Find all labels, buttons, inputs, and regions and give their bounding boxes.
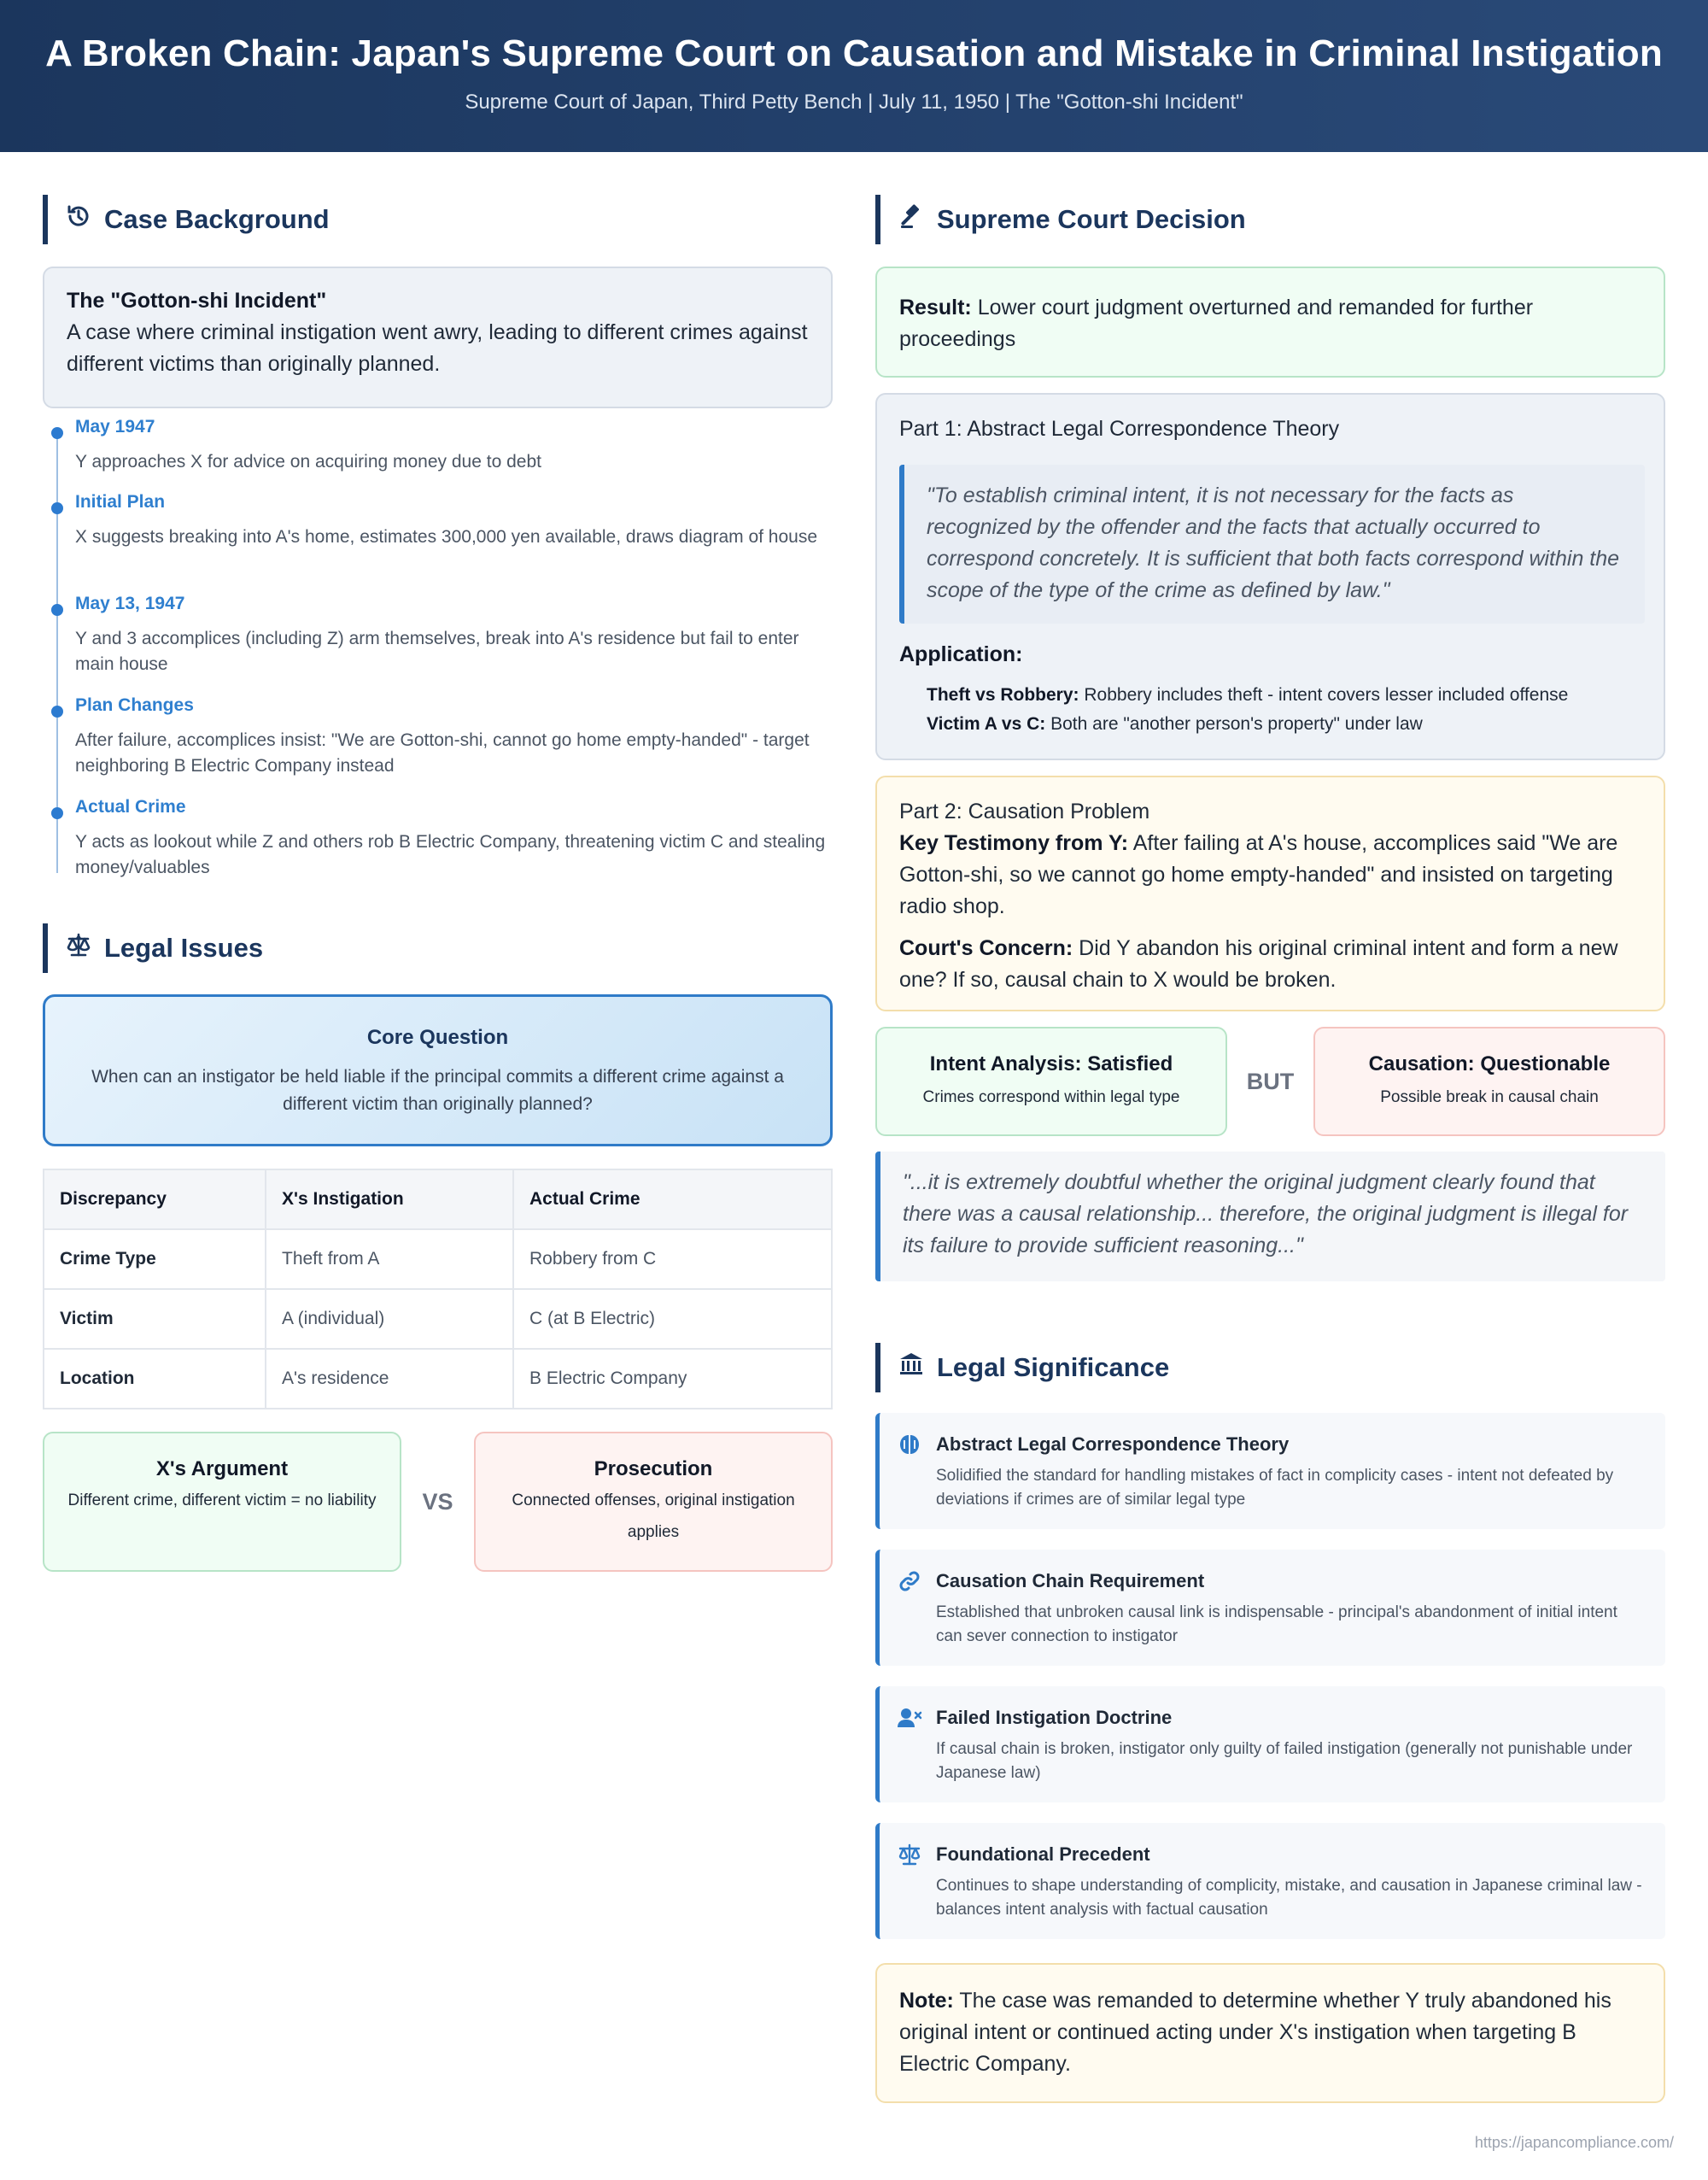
testimony [899,828,1641,923]
gavel-icon [898,202,925,237]
section-title: Legal Significance [937,1352,1170,1382]
user-x-icon [897,1705,922,1731]
history-icon [65,202,92,237]
significance-title: Foundational Precedent [936,1843,1150,1865]
table-cell: Crime Type [44,1229,266,1289]
table-header-row [44,1169,832,1229]
section-title: Case Background [104,204,330,234]
link-icon [897,1568,922,1594]
timeline-text: Y approaches X for advice on acquiring money due to debt [75,452,541,472]
significance-item [875,1550,1665,1666]
application-item [927,714,1423,735]
part2-title: Part 2: Causation Problem [899,800,1150,823]
note-label: Note: [899,1989,954,2013]
table-cell: Victim [44,1289,266,1349]
concern-text: Did Y abandon his original criminal intent and form a new one? If so, causal chain to X would be broken. [899,936,1618,992]
section-legal-issues [43,923,263,973]
part1-card [875,393,1665,760]
significance-title: Causation Chain Requirement [936,1570,1205,1591]
application-item-label: Victim A vs C: [927,714,1046,734]
significance-text: Continues to shape understanding of complicity, mistake, and causation in Japanese criminal law - balances intent analysis with factual causation [936,1877,1642,1919]
significance-item [875,1823,1665,1939]
incident-intro-card [43,267,833,408]
page-header [0,0,1708,152]
section-legal-significance [875,1343,1169,1392]
x-argument-card [43,1432,401,1572]
timeline-text: After failure, accomplices insist: "We are Gotton-shi, cannot go home empty-handed" - target neighboring B Electric Company instead [75,730,810,776]
core-question-card [43,994,833,1146]
scale-icon [65,931,92,965]
scale-icon [897,1842,922,1867]
page-subtitle: Supreme Court of Japan, Third Petty Bench | July 11, 1950 | The "Gotton-shi Incident" [465,91,1243,114]
application-label: Application: [899,642,1023,666]
section-title: Supreme Court Decision [937,204,1246,234]
part2-card [875,776,1665,1011]
part1-quote: "To establish criminal intent, it is not necessary for the facts as recognized by the offender and the facts that actually occurred to correspond concretely. It is sufficient that both facts correspond within the scope of the type of the crime as defined by law." [899,465,1645,624]
intent-title: Intent Analysis: Satisfied [929,1052,1173,1075]
causation-title: Causation: Questionable [1368,1052,1611,1075]
table-cell: Theft from A [266,1229,513,1289]
significance-title: Abstract Legal Correspondence Theory [936,1433,1290,1455]
timeline-date: Plan Changes [75,695,194,715]
page-title: A Broken Chain: Japan's Supreme Court on Causation and Mistake in Criminal Instigation [45,32,1663,74]
intent-text: Crimes correspond within legal type [922,1088,1180,1106]
significance-text: Established that unbroken causal link is indispensable - principal's abandonment of initial intent can sever connection to instigator [936,1603,1617,1645]
testimony-label: Key Testimony from Y: [899,831,1129,855]
table-cell: Robbery from C [513,1229,832,1289]
timeline-dot [51,604,63,616]
application-item [927,685,1568,706]
timeline-text: Y acts as lookout while Z and others rob B Electric Company, threatening victim C and stealing money/valuables [75,832,826,877]
prosecution-card [474,1432,833,1572]
vs-label: VS [422,1488,453,1515]
application-item-text: Both are "another person's property" under law [1050,714,1423,734]
timeline-text: X suggests breaking into A's home, estimates 300,000 yen available, draws diagram of house [75,527,818,547]
intro-text: A case where criminal instigation went awry, leading to different crimes against different victims than originally planned. [67,320,808,376]
timeline-date: Actual Crime [75,797,186,817]
causation-card [1313,1027,1665,1136]
timeline-date: Initial Plan [75,492,166,512]
table-header-cell: X's Instigation [266,1169,513,1229]
table-cell: A's residence [266,1349,513,1409]
table-cell: Location [44,1349,266,1409]
result-card [875,267,1665,378]
section-case-background [43,195,330,244]
concern-label: Court's Concern: [899,936,1073,960]
timeline-text: Y and 3 accomplices (including Z) arm themselves, break into A's residence but fail to enter main house [75,629,799,674]
prosecution-title: Prosecution [594,1457,713,1480]
x-argument-text: Different crime, different victim = no liability [67,1491,377,1509]
note-text: The case was remanded to determine whether Y truly abandoned his original intent or continued acting under X's instigation when targeting B Electric Company. [899,1989,1611,2076]
timeline-dot [51,807,63,819]
intent-analysis-card [875,1027,1227,1136]
significance-text: Solidified the standard for handling mistakes of fact in complicity cases - intent not defeated by deviations if crimes are of similar legal type [936,1467,1614,1509]
timeline-line [56,429,58,873]
landmark-icon [898,1351,925,1385]
significance-item [875,1413,1665,1529]
timeline-dot [51,502,63,514]
brain-icon [897,1432,922,1457]
result-text: Lower court judgment overturned and remanded for further proceedings [899,296,1534,351]
core-question-text: When can an instigator be held liable if the principal commits a different crime against a different victim than originally planned? [91,1067,784,1114]
application-item-text: Robbery includes theft - intent covers lesser included offense [1084,685,1569,705]
timeline-date: May 13, 1947 [75,594,185,613]
significance-item [875,1686,1665,1802]
causation-text: Possible break in causal chain [1380,1088,1599,1106]
section-title: Legal Issues [104,933,264,963]
table-row [44,1229,832,1289]
prosecution-text: Connected offenses, original instigation applies [512,1491,795,1541]
significance-title: Failed Instigation Doctrine [936,1707,1173,1728]
core-question-title: Core Question [366,1026,509,1049]
application-item-label: Theft vs Robbery: [927,685,1079,705]
timeline-date: May 1947 [75,417,155,437]
testimony-text: After failing at A's house, accomplices said "We are Gotton-shi, so we cannot go home empty-handed" and insisted on targeting radio shop. [899,831,1618,918]
note-card [875,1963,1665,2103]
timeline-dot [51,706,63,718]
table-cell: B Electric Company [513,1349,832,1409]
table-row [44,1349,832,1409]
table-header-cell: Actual Crime [513,1169,832,1229]
court-concern [899,933,1641,996]
but-label: BUT [1246,1068,1295,1094]
footer-url: https://japancompliance.com/ [1474,2134,1674,2151]
significance-text: If causal chain is broken, instigator only guilty of failed instigation (generally not punishable under Japanese law) [936,1740,1633,1782]
section-supreme-court-decision [875,195,1246,244]
discrepancy-table [43,1169,833,1409]
intro-title: The "Gotton-shi Incident" [67,289,327,313]
timeline-dot [51,427,63,439]
table-cell: A (individual) [266,1289,513,1349]
part1-title: Part 1: Abstract Legal Correspondence Theory [899,417,1340,441]
judgment-quote: "...it is extremely doubtful whether the original judgment clearly found that there was a causal relationship... therefore, the original judgment is illegal for its failure to provide sufficient reasoning..." [875,1152,1665,1281]
table-cell: C (at B Electric) [513,1289,832,1349]
table-header-cell: Discrepancy [44,1169,266,1229]
x-argument-title: X's Argument [155,1457,289,1480]
table-row [44,1289,832,1349]
result-label: Result: [899,296,972,319]
